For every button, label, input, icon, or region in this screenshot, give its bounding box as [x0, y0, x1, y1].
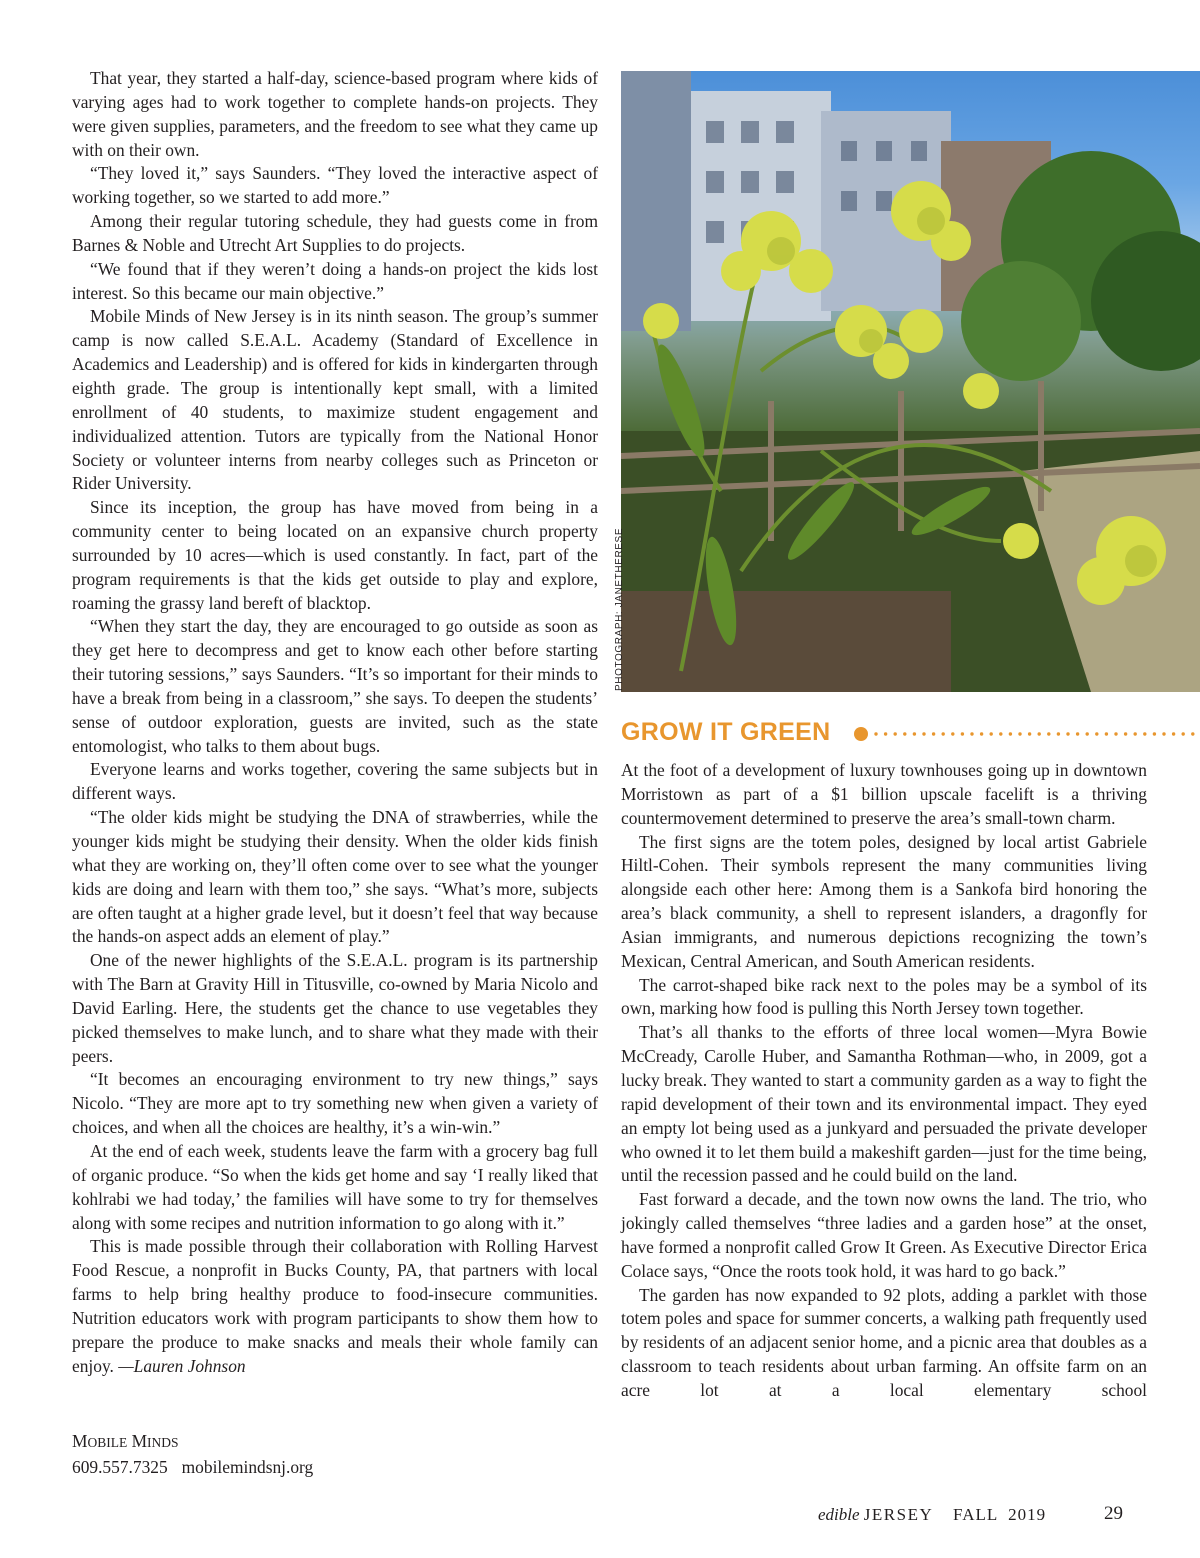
rule-dot	[990, 732, 993, 735]
left-article-column	[72, 67, 598, 1378]
right-article-column	[621, 759, 1147, 1403]
paragraph: That year, they started a half-day, science-based program where kids of varying ages had to work together to complete hands-on projects. They were given supplies, parameters, and the freedom to see what they came up with on their own.	[72, 68, 598, 160]
rule-dot	[894, 732, 897, 735]
paragraph: That’s all thanks to the efforts of three local women—Myra Bowie McCready, Carolle Huber, and Samantha Rothman—who, in 2009, got a lucky break. They wanted to start a community garden as a way to fight the rapid development of their town and its environmental impact. They eyed an empty lot being used as a junkyard and persuaded the private developer who owned it to let them build a makeshift garden—just for the time being, until the recession passed and he could build on the land.	[621, 1022, 1147, 1186]
rule-dot	[1018, 732, 1021, 735]
paragraph: Mobile Minds of New Jersey is in its ninth season. The group’s summer camp is now called S.E.A.L. Academy (Standard of Excellence in Academics and Leadership) and is offered for kids in kindergarten through eighth grade. The group is intentionally kept small, with a limited enrollment of 40 students, to maximize student engagement and individualized attention. Tutors are typically from the National Honor Society or volunteer interns from nearby colleges such as Princeton or Rider University.	[72, 306, 598, 494]
rule-dot	[1143, 732, 1146, 735]
rule-dot	[961, 732, 964, 735]
photo-illustration	[621, 71, 1200, 692]
publication-name: edible JERSEY	[818, 1505, 934, 1524]
rule-dot	[922, 732, 925, 735]
rule-dot	[1105, 732, 1108, 735]
author-byline: —Lauren Johnson	[118, 1355, 246, 1376]
rule-dot	[1162, 732, 1165, 735]
rule-dot	[1038, 732, 1041, 735]
paragraph-with-byline	[72, 1235, 598, 1378]
photo-credit: PHOTOGRAPH: JANETHERESE	[614, 527, 625, 691]
rule-dot	[1114, 732, 1117, 735]
issue-season: FALL 2019	[953, 1505, 1047, 1524]
rule-dot	[942, 732, 945, 735]
paragraph: The carrot-shaped bike rack next to the poles may be a symbol of its own, marking how food is pulling this North Jersey town together.	[621, 974, 1147, 1019]
paragraph: The first signs are the totem poles, designed by local artist Gabriele Hiltl-Cohen. Their symbols represent the many communities living alongside each other here: Among them is a Sankofa bird honoring the area’s black community, a shell to represent islanders, a dragonfly for Asian immigrants, and numerous depictions recognizing the town’s Mexican, Central American, and South American residents.	[621, 831, 1147, 971]
organization-name: MOBILE MINDS	[72, 1431, 179, 1451]
rule-dot	[932, 732, 935, 735]
rule-dot	[1047, 732, 1050, 735]
rule-dot	[1134, 732, 1137, 735]
paragraph: Fast forward a decade, and the town now owns the land. The trio, who jokingly called themselves “three ladies and a garden hose” at the onset, have formed a nonprofit called Grow It Green. As Executive Director Erica Colace says, “Once the roots took hold, it was hard to go back.”	[621, 1189, 1147, 1281]
rule-dot	[980, 732, 983, 735]
paragraph: “They loved it,” says Saunders. “They loved the interactive aspect of working together, so we started to add more.”	[72, 163, 598, 208]
garden-bed	[621, 591, 951, 692]
paragraph: “It becomes an encouraging environment to try new things,” says Nicolo. “They are more apt to try something new when given a variety of choices, and when all the choices are healthy, it’s a win-win.”	[72, 1069, 598, 1138]
paragraph-text: This is made possible through their collaboration with Rolling Harvest Food Rescue, a nonprofit in Bucks County, PA, that partners with local farms to help bring healthy produce to food-insecure communities. Nutrition educators work with program participants to show them how to prepare the produce to make snacks and meals their whole family can enjoy.	[72, 1236, 598, 1376]
rule-dot	[951, 732, 954, 735]
rule-dot	[1076, 732, 1079, 735]
paragraph: Since its inception, the group has have moved from being in a community center to being located on an expansive church property surrounded by 10 acres—which is used constantly. In fact, part of the program requirements is that the kids get outside to play and explore, roaming the grassy land bereft of blacktop.	[72, 497, 598, 613]
dotted-title-rule	[852, 723, 1200, 745]
paragraph: “We found that if they weren’t doing a hands-on project the kids lost interest. So this became our main objective.”	[72, 258, 598, 303]
rule-dot	[1182, 732, 1185, 735]
paragraph: At the foot of a development of luxury townhouses going up in downtown Morristown as part of a $1 billion upscale facelift is a thriving countermovement determined to preserve the area’s small-town charm.	[621, 760, 1147, 828]
rule-dot	[884, 732, 887, 735]
paragraph: “When they start the day, they are encouraged to go outside as soon as they get here to decompress and get to know each other before starting their tutoring sessions,” says Saunders. “It’s so important for their minds to have a break from being in a classroom,” she says. To deepen the students’ sense of outdoor exploration, guests are invited, such as the state entomologist, who talks to them about bugs.	[72, 616, 598, 756]
rule-dot	[913, 732, 916, 735]
tree-shape	[961, 261, 1081, 381]
rule-dot	[1124, 732, 1127, 735]
rule-dot-large	[854, 727, 868, 741]
rule-dot	[1057, 732, 1060, 735]
paragraph: The garden has now expanded to 92 plots, adding a parklet with those totem poles and space for summer concerts, a walking path frequently used by residents of an adjacent senior home, and a picnic area that doubles as a classroom to teach residents about urban farming. An offsite farm on an acre lot at a local elementary school	[621, 1284, 1147, 1400]
rule-dot	[1009, 732, 1012, 735]
rule-dot	[999, 732, 1002, 735]
garden-photo	[621, 71, 1200, 692]
rule-dot	[1086, 732, 1089, 735]
building-shape	[621, 71, 691, 331]
phone-number: 609.557.7325	[72, 1457, 168, 1477]
rule-dot	[1172, 732, 1175, 735]
website-link[interactable]: mobilemindsnj.org	[181, 1457, 314, 1477]
page-number: 29	[1104, 1503, 1123, 1524]
paragraph: “The older kids might be studying the DNA of strawberries, while the younger kids might be studying their density. When the older kids finish what they are working on, they’ll often come over to see what the younger kids are doing and learn with them too,” she says. “What’s more, subjects are often taught at a higher grade level, but it doesn’t feel that way because the hands-on aspect adds an element of play.”	[72, 807, 598, 947]
rule-dot	[1028, 732, 1031, 735]
rule-dot	[1191, 732, 1194, 735]
rule-dot	[1095, 732, 1098, 735]
rule-dot	[903, 732, 906, 735]
section-title: GROW IT GREEN	[621, 718, 831, 746]
paragraph: At the end of each week, students leave the farm with a grocery bag full of organic produce. “So when the kids get home and say ‘I really liked that kohlrabi we had today,’ the families will have some to try for themselves along with some recipes and nutrition information to go along with it.”	[72, 1140, 598, 1233]
paragraph: Among their regular tutoring schedule, they had guests come in from Barnes & Noble and Utrecht Art Supplies to do projects.	[72, 211, 598, 255]
contact-info	[72, 1429, 313, 1479]
paragraph: One of the newer highlights of the S.E.A.L. program is its partnership with The Barn at Gravity Hill in Titusville, co-owned by Maria Nicolo and David Earling. Here, the students get the chance to use vegetables they picked themselves to make lunch, and to share what they made with their peers.	[72, 950, 598, 1066]
rule-dot	[1066, 732, 1069, 735]
rule-dot	[970, 732, 973, 735]
rule-dot	[874, 732, 877, 735]
contact-line	[72, 1455, 313, 1479]
paragraph: Everyone learns and works together, covering the same subjects but in different ways.	[72, 759, 598, 804]
rule-dot	[1153, 732, 1156, 735]
